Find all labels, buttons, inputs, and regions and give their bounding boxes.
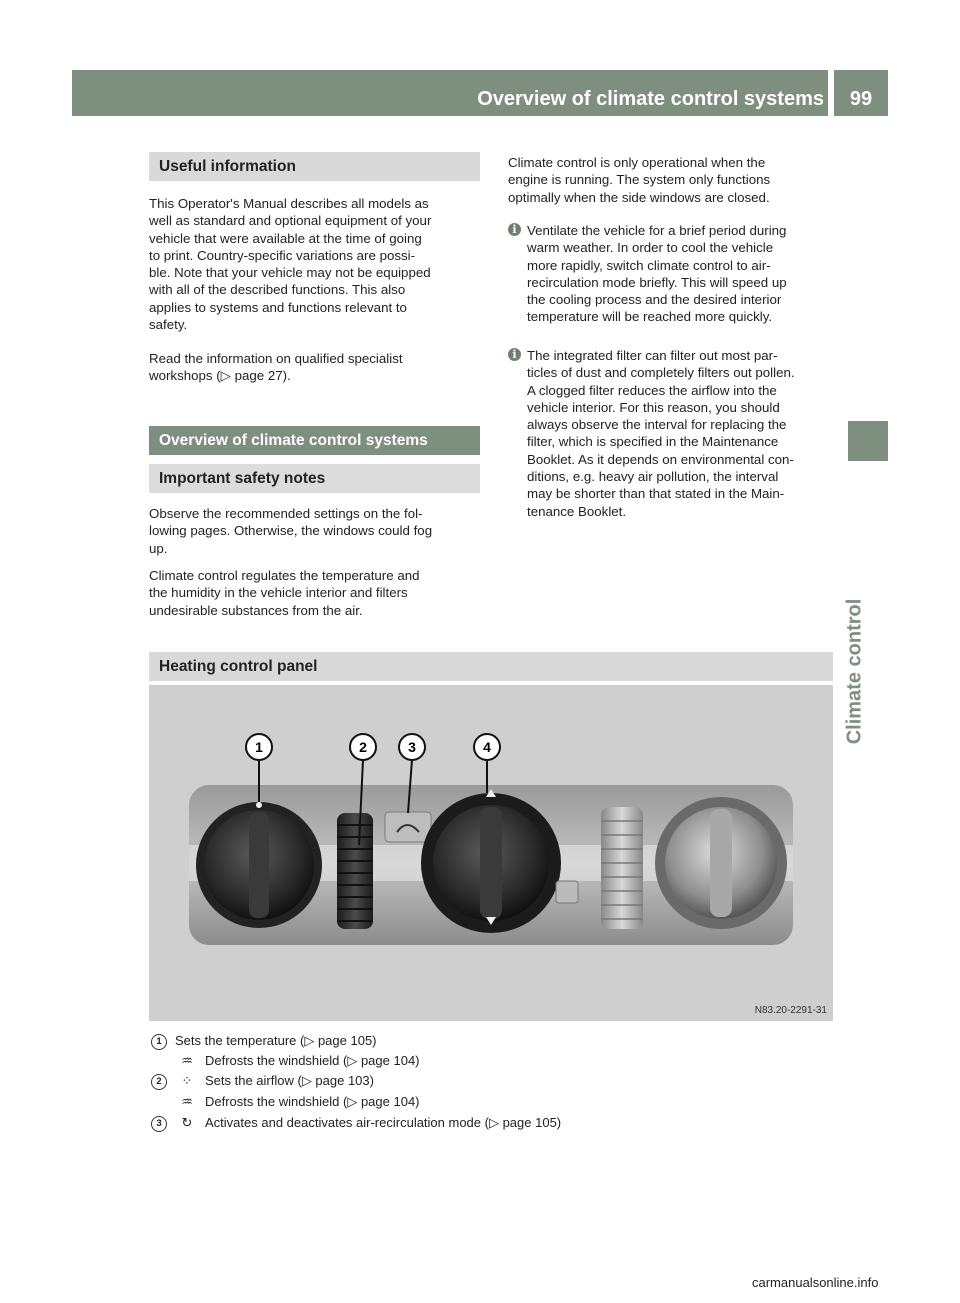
text-line: Booklet. As it depends on environmental con- — [527, 451, 794, 467]
heating-control-panel-photo — [149, 685, 833, 1021]
text-line: vehicle interior. For this reason, you should — [527, 399, 780, 415]
airflow-wheel[interactable] — [337, 813, 373, 929]
useful-information-paragraph — [149, 195, 489, 333]
text-line: filter, which is specified in the Maintenance — [527, 434, 779, 450]
text-line: undesirable substances from the air. — [149, 602, 363, 618]
text-line: engine is running. The system only functions — [508, 172, 771, 188]
text-line: workshops (▷ page 27). — [149, 368, 291, 384]
legend-item — [151, 1113, 561, 1133]
legend-symbol-icon: ⁘ — [181, 1073, 193, 1088]
info-icon: i — [508, 348, 521, 361]
callout-4 — [474, 734, 500, 760]
text-line: Observe the recommended settings on the fol- — [149, 506, 423, 521]
text-line: This Operator's Manual describes all models as — [149, 196, 429, 211]
ventilation-note — [508, 222, 838, 326]
legend-text: Defrosts the windshield (▷ page 104) — [205, 1053, 420, 1068]
text-line: Climate control regulates the temperature and — [149, 568, 420, 583]
legend-text: Defrosts the windshield (▷ page 104) — [205, 1094, 420, 1109]
svg-text:1: 1 — [255, 739, 263, 755]
text-line: always observe the interval for replacing the — [527, 417, 787, 433]
silver-knob[interactable] — [655, 797, 787, 929]
text-line: the humidity in the vehicle interior and filters — [149, 585, 408, 601]
text-line: ticles of dust and completely filters out pollen. — [527, 365, 795, 381]
text-line: vehicle that were available at the time of going — [149, 230, 422, 246]
text-line: optimally when the side windows are closed. — [508, 189, 770, 205]
watermark-footer: carmanualsonline.info — [752, 1275, 879, 1290]
text-line: warm weather. In order to cool the vehicle — [527, 240, 774, 256]
image-code: N83.20-2291-31 — [754, 1005, 827, 1016]
svg-text:4: 4 — [483, 739, 491, 755]
legend-number: 1 — [151, 1034, 167, 1050]
text-line: applies to systems and functions relevant to — [149, 299, 407, 315]
climate-control-function-paragraph — [149, 567, 489, 619]
filter-note — [508, 347, 838, 520]
text-line: well as standard and optional equipment of your — [149, 213, 432, 229]
heating-control-panel-heading: Heating control panel — [149, 652, 833, 681]
recommended-settings-paragraph — [149, 505, 489, 557]
side-tab-label: Climate control — [843, 598, 866, 745]
legend-number: 3 — [151, 1116, 167, 1132]
page-header-title: Overview of climate control systems — [477, 88, 824, 110]
climate-intro-paragraph — [508, 154, 838, 206]
legend-symbol-icon: ♒ — [181, 1053, 193, 1068]
useful-information-heading: Useful information — [149, 152, 480, 181]
text-line: with all of the described functions. This also — [149, 282, 406, 298]
text-line: ble. Note that your vehicle may not be equipped — [149, 265, 431, 281]
legend-symbol-icon: ♒ — [181, 1094, 193, 1109]
legend-item — [151, 1071, 374, 1091]
side-tab-marker — [848, 421, 888, 461]
text-line: Climate control is only operational when the — [508, 155, 766, 170]
text-line: temperature will be reached more quickly. — [527, 309, 773, 325]
text-line: more rapidly, switch climate control to air- — [527, 257, 771, 273]
legend-item — [151, 1031, 377, 1051]
legend-text: Sets the airflow (▷ page 103) — [205, 1073, 374, 1088]
text-line: Ventilate the vehicle for a brief period during — [527, 223, 787, 238]
page-number: 99 — [834, 70, 888, 116]
text-line: The integrated filter can filter out most par- — [527, 348, 778, 363]
legend-item — [151, 1051, 420, 1071]
legend-text: Sets the temperature (▷ page 105) — [175, 1033, 377, 1048]
recirculation-button[interactable] — [385, 812, 431, 842]
overview-section-heading: Overview of climate control systems — [149, 426, 480, 455]
specialist-workshops-paragraph — [149, 350, 489, 385]
legend-text: Activates and deactivates air-recirculation mode (▷ page 105) — [205, 1115, 562, 1130]
callout-2 — [350, 734, 376, 760]
text-line: tenance Booklet. — [527, 503, 627, 519]
text-line: recirculation mode briefly. This will speed up — [527, 274, 787, 290]
silver-wheel[interactable] — [601, 807, 643, 929]
text-line: to print. Country-specific variations are possi- — [149, 247, 416, 263]
callout-1 — [246, 734, 272, 760]
text-line: the cooling process and the desired interior — [527, 292, 782, 308]
important-safety-notes-heading: Important safety notes — [149, 464, 480, 493]
svg-text:2: 2 — [359, 739, 367, 755]
svg-text:3: 3 — [408, 739, 416, 755]
temperature-knob[interactable] — [196, 802, 322, 928]
text-line: safety. — [149, 317, 188, 333]
info-icon: i — [508, 223, 521, 236]
legend-item — [151, 1092, 420, 1112]
text-line: lowing pages. Otherwise, the windows could fog — [149, 523, 433, 539]
callout-3 — [399, 734, 425, 760]
legend-symbol-icon: ↻ — [181, 1115, 193, 1130]
text-line: up. — [149, 540, 168, 556]
legend-number: 2 — [151, 1074, 167, 1090]
text-line: ditions, e.g. heavy air pollution, the interval — [527, 469, 779, 485]
text-line: Read the information on qualified specialist — [149, 351, 403, 366]
text-line: may be shorter than that stated in the Main- — [527, 486, 785, 502]
text-line: A clogged filter reduces the airflow into the — [527, 382, 777, 398]
